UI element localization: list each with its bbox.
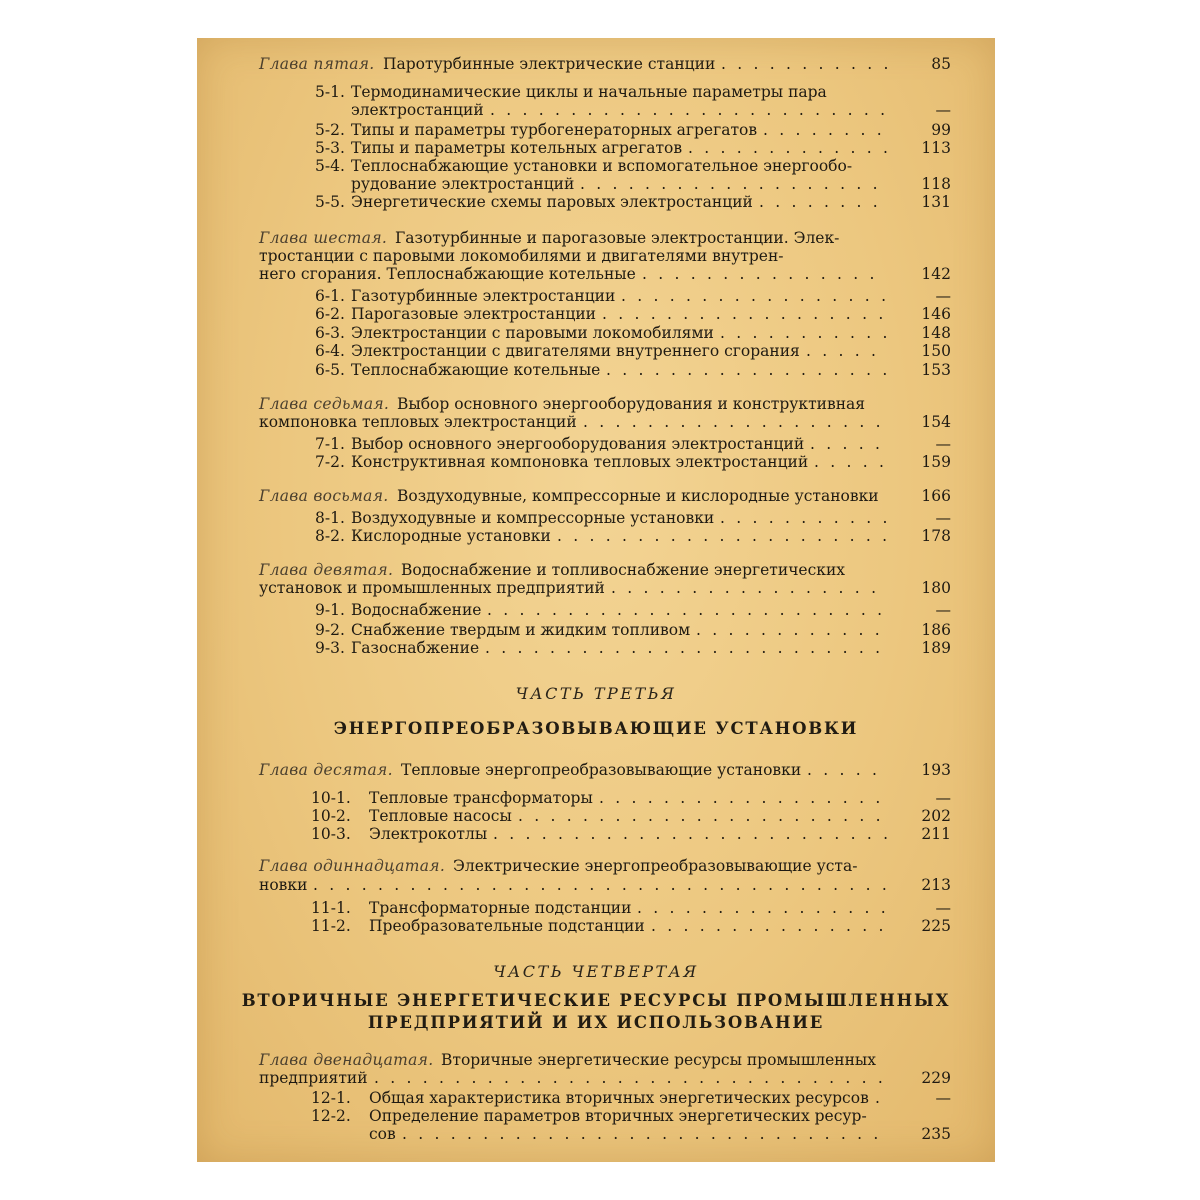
leader-dots	[810, 434, 887, 454]
leader-dots	[621, 286, 887, 306]
section-line	[197, 1106, 995, 1126]
chapter-title: Электрические энергопреобразовывающие уста-	[453, 857, 858, 875]
leader-dots	[814, 452, 887, 472]
leader-dots	[485, 638, 887, 658]
section-line	[197, 452, 995, 472]
section-number: 7-2.	[315, 453, 345, 471]
section-line	[197, 156, 995, 176]
page-number: —	[935, 789, 951, 807]
section-title: Преобразовательные подстанции	[369, 917, 645, 935]
section-title: Типы и параметры турбогенераторных агрегатов	[351, 121, 758, 139]
page-number: 202	[921, 807, 951, 825]
leader-dots	[493, 824, 887, 844]
chapter-label: Глава шестая.	[259, 229, 388, 247]
section-line	[197, 1088, 995, 1108]
section-title: Энергетические схемы паровых электростанций	[351, 193, 753, 211]
section-number: 6-3.	[315, 324, 345, 342]
chapter-title: тростанции с паровыми локомобилями и двигателями внутрен-	[259, 247, 784, 265]
leader-dots	[759, 192, 887, 212]
section-title: Газотурбинные электростанции	[351, 287, 616, 305]
chapter-heading-line	[197, 228, 995, 248]
chapter-label: Глава седьмая.	[259, 395, 390, 413]
chapter-title: установок и промышленных предприятий	[259, 579, 605, 597]
page-number: 85	[931, 55, 951, 73]
section-number: 10-2.	[311, 807, 351, 825]
leader-dots	[688, 138, 887, 158]
section-title: Газоснабжение	[351, 639, 480, 657]
chapter-heading-line	[197, 1050, 995, 1070]
page-number: 154	[921, 413, 951, 431]
leader-dots	[583, 412, 887, 432]
part-title: ВТОРИЧНЫЕ ЭНЕРГЕТИЧЕСКИЕ РЕСУРСЫ ПРОМЫШЛЕННЫХ	[241, 991, 951, 1010]
leader-dots	[611, 578, 887, 598]
chapter-heading-line	[197, 760, 995, 780]
chapter-title: Водоснабжение и топливоснабжение энергетических	[401, 561, 846, 579]
chapter-heading-line	[197, 875, 995, 895]
page-number: 131	[921, 193, 951, 211]
section-number: 10-1.	[311, 789, 351, 807]
leader-dots	[763, 120, 887, 140]
section-line	[197, 898, 995, 918]
page-number: 113	[921, 139, 951, 157]
page-number: 235	[921, 1125, 951, 1143]
chapter-heading-line	[197, 578, 995, 598]
section-line	[197, 620, 995, 640]
section-title: Снабжение твердым и жидким топливом	[351, 621, 691, 639]
chapter-label: Глава двенадцатая.	[259, 1051, 434, 1069]
chapter-title: него сгорания. Теплоснабжающие котельные	[259, 265, 636, 283]
section-number: 9-1.	[315, 601, 345, 619]
section-number: 12-2.	[311, 1107, 351, 1125]
page-number: —	[935, 1089, 951, 1107]
leader-dots	[637, 898, 887, 918]
section-title: Водоснабжение	[351, 601, 482, 619]
chapter-label: Глава девятая.	[259, 561, 394, 579]
section-title: Теплоснабжающие установки и вспомогательное энергообо-	[351, 157, 853, 175]
section-number: 11-1.	[311, 899, 351, 917]
part-label: ЧАСТЬ ТРЕТЬЯ	[515, 684, 677, 703]
chapter-heading-line	[197, 394, 995, 414]
section-line	[197, 788, 995, 808]
leader-dots	[642, 264, 887, 284]
page-number: 166	[921, 487, 951, 505]
section-title: рудование электростанций	[351, 175, 575, 193]
section-title: сов	[369, 1125, 396, 1143]
section-line	[197, 82, 995, 102]
section-line	[197, 304, 995, 324]
section-title: Определение параметров вторичных энергетических ресур-	[369, 1107, 867, 1125]
part-label: ЧАСТЬ ЧЕТВЕРТАЯ	[493, 962, 699, 981]
chapter-title: предприятий	[259, 1069, 368, 1087]
chapter-title: Воздуходувные, компрессорные и кислородные установки	[397, 487, 879, 505]
section-line	[197, 1124, 995, 1144]
section-title: Термодинамические циклы и начальные параметры пара	[351, 83, 827, 101]
section-title: Воздуходувные и компрессорные установки	[351, 509, 715, 527]
chapter-title: Газотурбинные и парогазовые электростанции. Элек-	[395, 229, 840, 247]
page-number: 148	[921, 324, 951, 342]
section-number: 5-2.	[315, 121, 345, 139]
leader-dots	[651, 916, 887, 936]
chapter-heading-line	[197, 856, 995, 876]
chapter-heading-line	[197, 560, 995, 580]
section-number: 6-4.	[315, 342, 345, 360]
section-number: 10-3.	[311, 825, 351, 843]
page-number: 153	[921, 361, 951, 379]
page-number: 99	[931, 121, 951, 139]
section-title: Типы и параметры котельных агрегатов	[351, 139, 683, 157]
part-title: ПРЕДПРИЯТИЙ И ИХ ИСПОЛЬЗОВАНИЕ	[367, 1013, 825, 1032]
section-title: Трансформаторные подстанции	[369, 899, 632, 917]
section-title: Электростанции с двигателями внутреннего сгорания	[351, 342, 800, 360]
page-number: —	[935, 509, 951, 527]
page-number: 159	[921, 453, 951, 471]
section-title: Тепловые трансформаторы	[369, 789, 593, 807]
leader-dots	[599, 788, 887, 808]
leader-dots	[721, 54, 887, 74]
section-line	[197, 600, 995, 620]
page-number: 150	[921, 342, 951, 360]
section-number: 6-5.	[315, 361, 345, 379]
section-title: Парогазовые электростанции	[351, 305, 596, 323]
table-of-contents	[197, 38, 995, 1162]
chapter-title: Тепловые энергопреобразовывающие установки	[401, 761, 802, 779]
chapter-title: новки	[259, 876, 308, 894]
section-number: 12-1.	[311, 1089, 351, 1107]
chapter-heading-line	[197, 54, 995, 74]
chapter-heading-line	[197, 264, 995, 284]
section-number: 11-2.	[311, 917, 351, 935]
page-number: 213	[921, 876, 951, 894]
leader-dots	[402, 1124, 887, 1144]
section-line	[197, 526, 995, 546]
leader-dots	[557, 526, 887, 546]
page-number: 142	[921, 265, 951, 283]
page-number: —	[935, 101, 951, 119]
section-number: 7-1.	[315, 435, 345, 453]
section-line	[197, 638, 995, 658]
section-number: 5-4.	[315, 157, 345, 175]
section-line	[197, 192, 995, 212]
section-number: 6-2.	[315, 305, 345, 323]
part-title: ЭНЕРГОПРЕОБРАЗОВЫВАЮЩИЕ УСТАНОВКИ	[333, 719, 859, 738]
section-line	[197, 434, 995, 454]
section-line	[197, 286, 995, 306]
page-number: 146	[921, 305, 951, 323]
leader-dots	[518, 806, 887, 826]
section-title: электростанций	[351, 101, 484, 119]
section-number: 5-3.	[315, 139, 345, 157]
section-title: Теплоснабжающие котельные	[351, 361, 601, 379]
section-number: 5-1.	[315, 83, 345, 101]
leader-dots	[490, 100, 887, 120]
chapter-heading-line	[197, 246, 995, 266]
page-number: 189	[921, 639, 951, 657]
chapter-heading-line	[197, 1068, 995, 1088]
leader-dots	[606, 360, 887, 380]
section-line	[197, 323, 995, 343]
section-line	[197, 120, 995, 140]
section-title: Выбор основного энергооборудования электростанций	[351, 435, 805, 453]
chapter-label: Глава восьмая.	[259, 487, 389, 505]
leader-dots	[487, 600, 887, 620]
book-page	[197, 38, 995, 1162]
leader-dots	[807, 760, 887, 780]
section-number: 6-1.	[315, 287, 345, 305]
page-number: 186	[921, 621, 951, 639]
section-title: Общая характеристика вторичных энергетических ресурсов	[369, 1089, 869, 1107]
section-title: Электростанции с паровыми локомобилями	[351, 324, 714, 342]
section-title: Кислородные установки	[351, 527, 551, 545]
section-title: Конструктивная компоновка тепловых электростанций	[351, 453, 809, 471]
page-number: 193	[921, 761, 951, 779]
chapter-label: Глава десятая.	[259, 761, 393, 779]
page-number: 211	[921, 825, 951, 843]
section-line	[197, 508, 995, 528]
page-number: 229	[921, 1069, 951, 1087]
page-number: —	[935, 899, 951, 917]
chapter-label: Глава одиннадцатая.	[259, 857, 446, 875]
section-line	[197, 916, 995, 936]
page-number: 178	[921, 527, 951, 545]
chapter-title: компоновка тепловых электростанций	[259, 413, 577, 431]
chapter-title: Выбор основного энергооборудования и конструктивная	[397, 395, 866, 413]
section-line	[197, 360, 995, 380]
page-number: 180	[921, 579, 951, 597]
chapter-label: Глава пятая.	[259, 55, 375, 73]
leader-dots	[580, 174, 887, 194]
page-number: —	[935, 601, 951, 619]
section-number: 9-3.	[315, 639, 345, 657]
section-title: Тепловые насосы	[369, 807, 512, 825]
page-number: 118	[921, 175, 951, 193]
leader-dots	[806, 341, 887, 361]
section-number: 5-5.	[315, 193, 345, 211]
section-number: 8-2.	[315, 527, 345, 545]
chapter-title: Вторичные энергетические ресурсы промышленных	[441, 1051, 876, 1069]
section-line	[197, 174, 995, 194]
page-number: 225	[921, 917, 951, 935]
leader-dots	[313, 875, 887, 895]
leader-dots	[875, 1088, 887, 1108]
section-number: 8-1.	[315, 509, 345, 527]
leader-dots	[696, 620, 887, 640]
section-title: Электрокотлы	[369, 825, 488, 843]
page-number: —	[935, 287, 951, 305]
leader-dots	[720, 508, 887, 528]
chapter-heading-line	[197, 412, 995, 432]
page-number: —	[935, 435, 951, 453]
section-number: 9-2.	[315, 621, 345, 639]
section-line	[197, 824, 995, 844]
leader-dots	[602, 304, 887, 324]
chapter-title: Паротурбинные электрические станции	[383, 55, 716, 73]
section-line	[197, 100, 995, 120]
section-line	[197, 806, 995, 826]
leader-dots	[720, 323, 887, 343]
chapter-heading-line	[197, 486, 995, 506]
section-line	[197, 138, 995, 158]
section-line	[197, 341, 995, 361]
leader-dots	[374, 1068, 887, 1088]
